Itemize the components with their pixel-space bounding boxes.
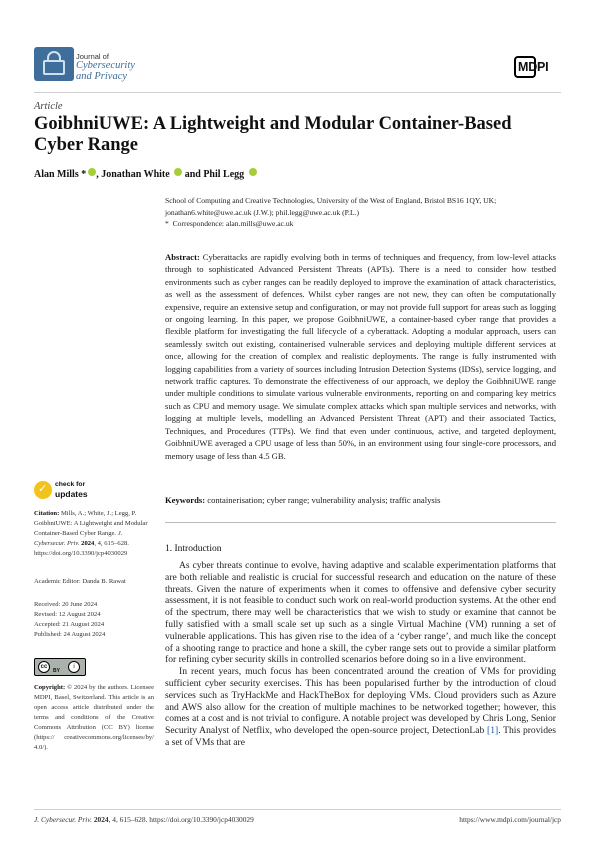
- keywords-text: containerisation; cyber range; vulnerability analysis; traffic analysis: [207, 495, 441, 505]
- copyright: [34, 683, 154, 753]
- cc-by-license-logo[interactable]: [34, 658, 86, 676]
- updates-label: updates: [55, 489, 88, 499]
- abstract: [165, 251, 556, 462]
- received-date: Received: 20 June 2024: [34, 601, 98, 608]
- attribution-person-icon: i: [68, 661, 80, 673]
- dates: [34, 600, 154, 640]
- copyright-label: Copyright:: [34, 684, 66, 691]
- author-list: [34, 168, 257, 180]
- orcid-icon[interactable]: [174, 168, 182, 176]
- check-icon: [34, 481, 52, 499]
- author-separator: ,: [96, 169, 102, 180]
- journal-name-line1: Cybersecurity: [76, 60, 135, 71]
- footer-journal: J. Cybersecur. Priv.: [34, 815, 92, 824]
- citation-rest[interactable]: , 4, 615–628. https://doi.org/10.3390/jcp4030029: [34, 540, 129, 557]
- published-date: Published: 24 August 2024: [34, 631, 106, 638]
- mdpi-logo-text: MDPI: [518, 60, 549, 74]
- affiliation-block: [165, 195, 555, 230]
- section-heading: 1. Introduction: [165, 544, 222, 554]
- mdpi-logo[interactable]: [514, 56, 560, 78]
- keywords-label: Keywords:: [165, 495, 206, 505]
- abstract-divider: [165, 522, 556, 523]
- by-label: BY: [53, 668, 60, 674]
- footer-citation: [34, 815, 254, 824]
- orcid-icon[interactable]: [249, 168, 257, 176]
- footer-divider: [34, 809, 561, 810]
- footer-doi[interactable]: , 4, 615–628. https://doi.org/10.3390/jcp4030029: [108, 815, 254, 824]
- body-text: [165, 560, 556, 749]
- citation-text: Mills, A.; White, J.; Legg, P. GoibhniUWE: A Lightweight and Modular Container-Based Cyber Range.: [34, 510, 148, 537]
- lock-body-icon: [43, 60, 65, 75]
- check-for-label: check for: [55, 481, 86, 488]
- paragraph-text: . This provides a set of VMs that are: [165, 725, 556, 748]
- article-type: Article: [34, 101, 63, 112]
- citation: [34, 509, 154, 559]
- cc-icon: cc: [38, 661, 50, 673]
- citation-year: 2024: [81, 540, 95, 547]
- reference-link[interactable]: [1]: [487, 725, 499, 737]
- abstract-label: Abstract:: [165, 252, 200, 262]
- correspondence-mark: *: [165, 219, 169, 228]
- author-3[interactable]: Phil Legg: [203, 169, 245, 180]
- paragraph-text: In recent years, much focus has been concentrated around the creation of VMs for providing sufficient cyber security exercises. This has been popularised further by the introduction of cloud services such as TryHackMe and HackTheBox for deploying VMs. Cloud providers such as Azure and AWS also allow for the creation of multiple machines to be networked together; however, this comes at a cost and is not trivial to configure. A notable project was developed by Chris Long, Senior Security Analyst of Netflix, who developed the open-source project, DetectionLab: [165, 666, 556, 737]
- journal-logo[interactable]: [34, 47, 74, 81]
- journal-of-label: Journal of: [76, 52, 109, 61]
- footer-year: 2024: [93, 815, 109, 824]
- paragraph: As cyber threats continue to evolve, having adaptive and scalable experimentation platforms that are both reliable and realistic is crucial for successful research and education on the nature of these threats. Given the nature of experiments when it comes to offensive and defensive cyber security assessment, it is not feasible to conduct such work on real-world production systems. At the other end of the spectrum, there may well be characteristics that we wish to study or examine that cannot be fully satisfied with a small scale set up such as a single Virtual Machine (VM) running a set of vulnerable applications. This has given rise to the idea of a ‘cyber range’, and much like the concept of a shooting range to practice and hone a skill, the cyber range sets out to provide a similar platform for refining cyber security skills in controlled scenarios before doing so in a live environment.: [165, 560, 556, 666]
- copyright-text: © 2024 by the authors. Licensee MDPI, Basel, Switzerland. This article is an open access article distributed under the terms and conditions of the Creative Commons Attribution (CC BY) license (https:// creativecommons.org/licenses/by/ 4.0/).: [34, 684, 154, 751]
- citation-journal: J. Cybersecur. Priv.: [34, 530, 123, 547]
- abstract-text: Cyberattacks are rapidly evolving both in terms of techniques and frequency, from low-level attacks through to sophisticated Advanced Persistent Threats (APTs). There is a need to consider how testbed environments such as cyber ranges can be readily deployed to improve the examination of attack characteristics, as well as the assessment of defences. Whilst cyber ranges are not new, they can often be computationally expensive, require an extensive setup and configuration, or may not provide full support for areas such as logging or ongoing learning. In this paper, we propose GoibhniUWE, a container-based cyber range that provides a flexible platform for investigating the full lifecycle of a cyberattack. Adopting a modular approach, users can seamlessly switch out existing, containerised vulnerable services and deploying multiple different services at once, allowing for the creation of complex and realistic deployments. The range is fully instrumented with logging capabilities from a variety of sources including Intrusion Detection Systems (IDSs), service logging, and network traffic captures. To demonstrate the effectiveness of our approach, we deploy the GoibhniUWE range under multiple conditions to simulate various vulnerable environments, reporting on and comparing key metrics such as CPU and memory usage. We simulate complex attacks which span multiple services and networks, with logging at multiple levels, modelling an Advanced Persistent Threat (APT) and their associated Tactics, Techniques, and Procedures (TTPs). We find that even under continuous, active, and targeted deployment, GoibhniUWE averaged a CPU usage of less than 50%, in an environment using four single-core processors, and memory usage of less than 4.5 GB.: [165, 252, 557, 461]
- correspondence: [165, 218, 555, 230]
- check-for-updates-badge[interactable]: [34, 481, 104, 503]
- paragraph: [165, 666, 556, 749]
- journal-name-line2: and Privacy: [76, 71, 128, 82]
- keywords: [165, 494, 556, 506]
- header-divider: [34, 92, 561, 93]
- academic-editor: Academic Editor: Danda B. Rawat: [34, 578, 126, 585]
- correspondence-text: Correspondence: alan.mills@uwe.ac.uk: [172, 219, 294, 228]
- journal-name[interactable]: [76, 60, 196, 82]
- author-2[interactable]: Jonathan White: [101, 169, 170, 180]
- affiliation: School of Computing and Creative Technologies, University of the West of England, Bristol BS16 1QY, UK; jonathan6.white@uwe.ac.uk (J.W.); phil.legg@uwe.ac.uk (P.L.): [165, 196, 497, 217]
- accepted-date: Accepted: 21 August 2024: [34, 621, 105, 628]
- author-1[interactable]: Alan Mills *: [34, 169, 87, 180]
- revised-date: Revised: 12 August 2024: [34, 611, 101, 618]
- article-title: GoibhniUWE: A Lightweight and Modular Container-Based Cyber Range: [34, 114, 512, 155]
- author-separator: and: [182, 169, 204, 180]
- footer-journal-url[interactable]: https://www.mdpi.com/journal/jcp: [459, 815, 561, 824]
- citation-label: Citation:: [34, 510, 60, 517]
